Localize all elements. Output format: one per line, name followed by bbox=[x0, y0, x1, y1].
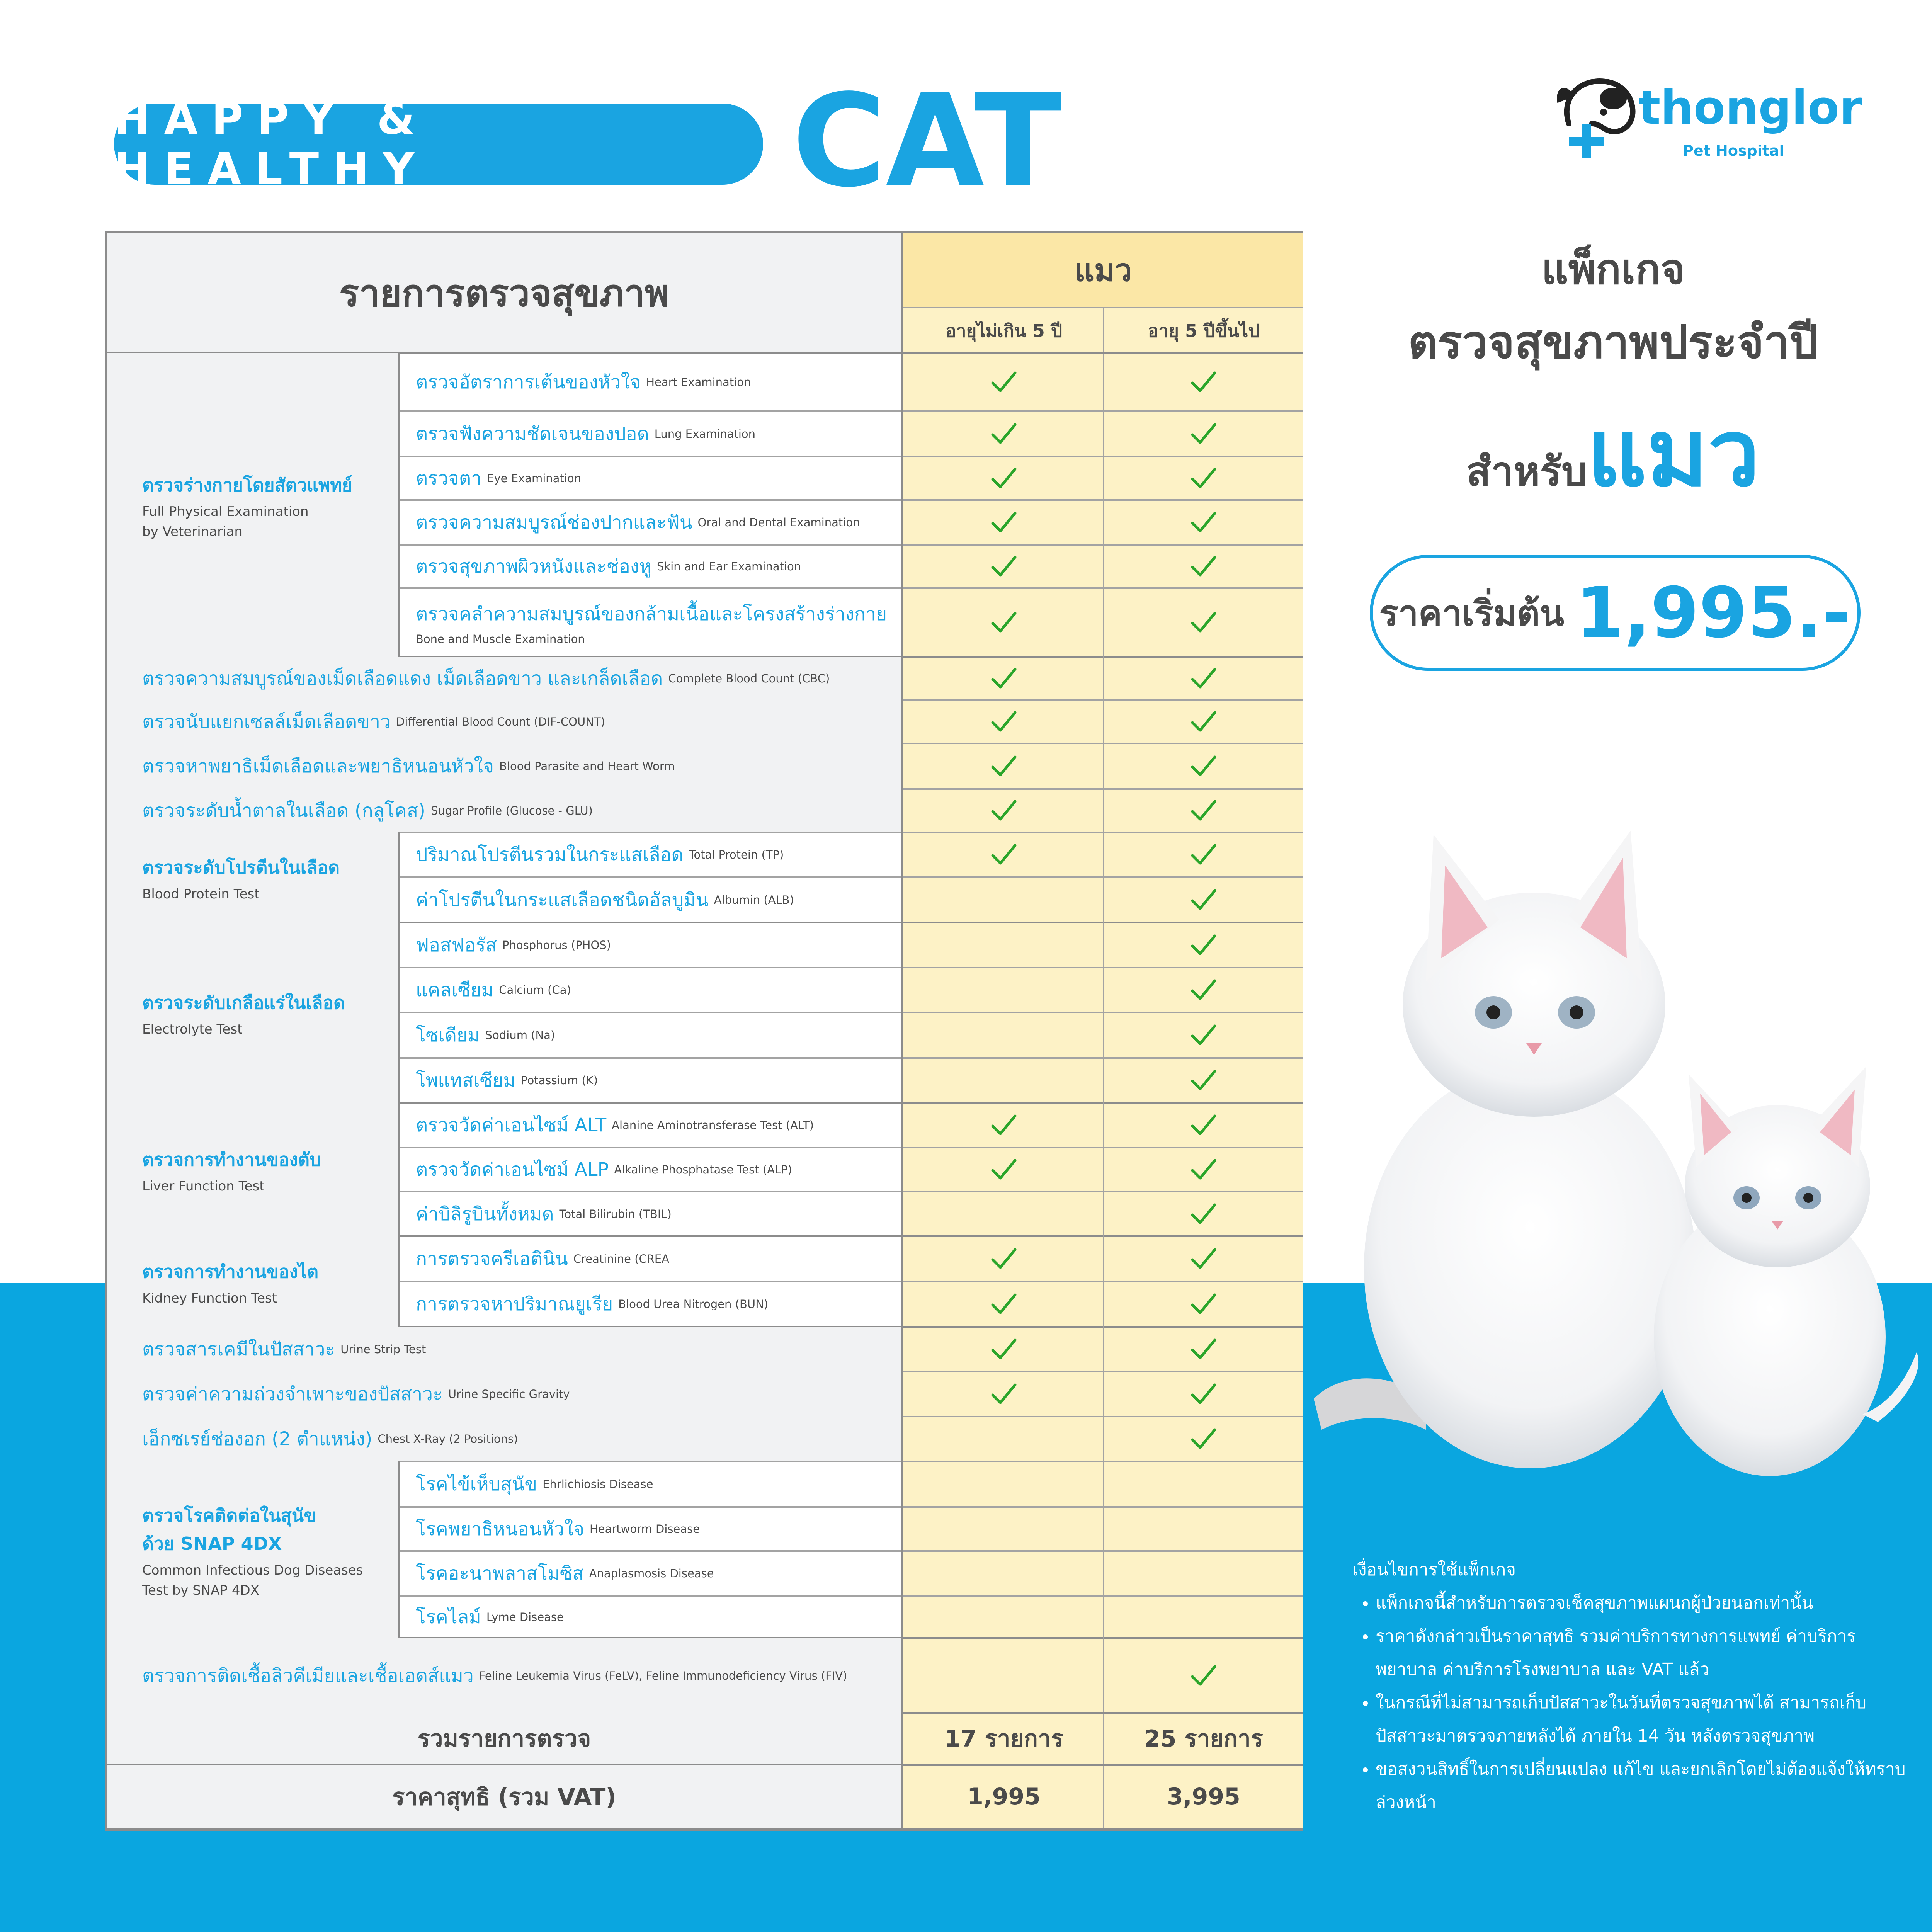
checkmark-icon bbox=[1190, 978, 1217, 1002]
test-row-label bbox=[400, 1192, 901, 1236]
checkmark-icon bbox=[990, 843, 1017, 866]
checkmark-icon bbox=[990, 1247, 1017, 1270]
package-for-cat bbox=[1352, 379, 1874, 526]
test-name-thai: โรคพยาธิหนอนหัวใจ bbox=[416, 1518, 584, 1540]
header-divider bbox=[903, 307, 1303, 308]
checkmark-icon bbox=[1190, 467, 1217, 490]
group-name-thai: ตรวจการทำงานของตับ bbox=[142, 1149, 321, 1170]
test-row-label bbox=[400, 832, 901, 877]
test-name-thai: การตรวจครีเอตินิน bbox=[416, 1248, 568, 1270]
test-row-label bbox=[400, 1461, 901, 1507]
group-name-english: by Veterinarian bbox=[142, 524, 243, 539]
group-physical-text bbox=[142, 471, 352, 539]
checkmark-icon bbox=[1190, 1338, 1217, 1361]
test-row-label bbox=[107, 789, 901, 832]
test-name-english: Potassium (K) bbox=[521, 1074, 598, 1087]
checkmark-icon bbox=[990, 755, 1017, 778]
test-row-label bbox=[400, 1058, 901, 1103]
test-row-label bbox=[400, 500, 901, 545]
group-physical bbox=[107, 353, 398, 657]
group-name-thai: ตรวจโรคติดต่อในสุนัข bbox=[142, 1505, 316, 1526]
test-name-english: Ehrlichiosis Disease bbox=[543, 1478, 653, 1491]
group-snap-text bbox=[142, 1502, 363, 1598]
test-name-english: Heartworm Disease bbox=[589, 1522, 700, 1536]
group-liver-text bbox=[142, 1146, 321, 1194]
group-name-english: Liver Function Test bbox=[142, 1178, 265, 1194]
column-header-under-5: อายุไม่เกิน 5 ปี bbox=[945, 320, 1063, 341]
test-name-english: Oral and Dental Examination bbox=[697, 516, 860, 529]
group-name-thai: ตรวจระดับโปรตีนในเลือด bbox=[142, 857, 340, 878]
checkmark-icon bbox=[1190, 667, 1217, 690]
test-row-label bbox=[400, 923, 901, 968]
checkmark-icon bbox=[1190, 1247, 1217, 1270]
test-name-thai: เอ็กซเรย์ช่องอก (2 ตำแหน่ง) bbox=[142, 1428, 372, 1450]
table-title: รายการตรวจสุขภาพ bbox=[107, 233, 901, 353]
logo bbox=[1546, 66, 1866, 166]
checkmark-icon bbox=[1190, 1069, 1217, 1092]
group-liver bbox=[107, 1103, 398, 1236]
checkmark-icon bbox=[990, 1338, 1017, 1361]
checkmark-icon bbox=[990, 799, 1017, 822]
checkmark-icon bbox=[1190, 710, 1217, 733]
checkmark-icon bbox=[990, 611, 1017, 634]
checkmark-icon bbox=[1190, 888, 1217, 912]
group-electrolyte bbox=[107, 923, 398, 1103]
starting-price-label: ราคาเริ่มต้น bbox=[1379, 592, 1564, 634]
price-label: ราคาสุทธิ (รวม VAT) bbox=[107, 1765, 901, 1828]
checkmark-icon bbox=[1190, 1427, 1217, 1451]
test-name-thai: ตรวจความสมบูรณ์ช่องปากและฟัน bbox=[416, 512, 692, 533]
test-row-label bbox=[107, 700, 901, 743]
test-name-thai: โรคอะนาพลาสโมซิส bbox=[416, 1563, 584, 1584]
group-name-english: Test by SNAP 4DX bbox=[142, 1583, 259, 1598]
checkmark-icon bbox=[1190, 1202, 1217, 1226]
test-name-thai: ตรวจอัตราการเต้นของหัวใจ bbox=[416, 371, 641, 393]
test-name-english: Blood Urea Nitrogen (BUN) bbox=[618, 1298, 769, 1311]
column-divider bbox=[901, 233, 903, 1828]
test-name-thai: ปริมาณโปรตีนรวมในกระแสเลือด bbox=[416, 844, 684, 866]
test-row-label bbox=[400, 1281, 901, 1327]
test-name-thai: ตรวจหาพยาธิเม็ดเลือดและพยาธิหนอนหัวใจ bbox=[142, 755, 494, 777]
test-name-english: Skin and Ear Examination bbox=[656, 560, 801, 573]
conditions-title: เงื่อนไขการใช้แพ็กเกจ bbox=[1352, 1560, 1516, 1580]
test-name-english: Albumin (ALB) bbox=[714, 893, 794, 906]
group-name-english: Electrolyte Test bbox=[142, 1021, 243, 1037]
test-row-label bbox=[400, 877, 901, 923]
group-name-thai: ตรวจระดับเกลือแร่ในเลือด bbox=[142, 992, 345, 1013]
test-name-english: Urine Strip Test bbox=[340, 1343, 426, 1356]
test-row-label bbox=[400, 1596, 901, 1638]
test-name-english: Feline Leukemia Virus (FeLV), Feline Immunodeficiency Virus (FIV) bbox=[479, 1669, 847, 1682]
group-name-thai: ตรวจร่างกายโดยสัตวแพทย์ bbox=[142, 474, 352, 495]
test-row-label bbox=[400, 1551, 901, 1596]
test-name-english: Lyme Disease bbox=[486, 1611, 564, 1624]
group-snap bbox=[107, 1461, 398, 1638]
test-name-english: Alanine Aminotransferase Test (ALT) bbox=[612, 1119, 814, 1132]
checkmark-icon bbox=[990, 1114, 1017, 1137]
test-name-english: Total Protein (TP) bbox=[689, 848, 784, 861]
checkmark-icon bbox=[990, 667, 1017, 690]
package-subtitle: ตรวจสุขภาพประจำปี bbox=[1408, 315, 1818, 369]
test-row-label bbox=[400, 1012, 901, 1058]
group-protein bbox=[107, 832, 398, 923]
test-name-english: Lung Examination bbox=[654, 427, 756, 440]
group-kidney bbox=[107, 1236, 398, 1327]
group-name-thai: ด้วย SNAP 4DX bbox=[142, 1533, 282, 1554]
test-row-label bbox=[400, 968, 901, 1012]
condition-item: • ในกรณีที่ไม่สามารถเก็บปัสสาวะในวันที่ตรวจสุขภาพได้ สามารถเก็บปัสสาวะมาตรวจภายหลังได้ ภายใน 14 วัน หลังตรวจสุขภาพ bbox=[1376, 1686, 1917, 1753]
checkmark-icon bbox=[1190, 1114, 1217, 1137]
checkmark-icon bbox=[1190, 611, 1217, 634]
checkmark-icon bbox=[1190, 1024, 1217, 1047]
test-name-thai: ฟอสฟอรัส bbox=[416, 934, 497, 956]
checkup-table bbox=[105, 231, 1303, 1831]
test-row-label bbox=[107, 657, 901, 700]
checkmark-icon bbox=[1190, 1383, 1217, 1406]
test-name-thai: ตรวจสุขภาพผิวหนังและช่องหู bbox=[416, 556, 651, 577]
checkmark-icon bbox=[1190, 422, 1217, 446]
group-name-english: Common Infectious Dog Diseases bbox=[142, 1563, 363, 1578]
test-row-label bbox=[400, 1236, 901, 1281]
test-row-label bbox=[107, 1417, 901, 1461]
group-name-english: Full Physical Examination bbox=[142, 503, 309, 519]
test-name-thai: ค่าโปรตีนในกระแสเลือดชนิดอัลบูมิน bbox=[416, 889, 709, 911]
checkmark-icon bbox=[990, 1158, 1017, 1181]
test-name-english: Anaplasmosis Disease bbox=[589, 1567, 714, 1580]
test-name-english: Bone and Muscle Examination bbox=[416, 633, 585, 646]
test-name-english: Eye Examination bbox=[487, 472, 581, 485]
dog-cat-logo-icon bbox=[1546, 66, 1646, 166]
conditions-list bbox=[1352, 1587, 1917, 1819]
test-name-thai: ตรวจความสมบูรณ์ของเม็ดเลือดแดง เม็ดเลือดขาว และเกล็ดเลือด bbox=[142, 668, 663, 689]
test-row-label bbox=[107, 743, 901, 789]
total-over-5: 25 รายการ bbox=[1144, 1725, 1263, 1752]
test-name-thai: ตรวจการติดเชื้อลิวคีเมียและเชื้อเอดส์แมว bbox=[142, 1665, 474, 1687]
test-name-thai: โซเดียม bbox=[416, 1024, 480, 1046]
test-row-label bbox=[400, 353, 901, 411]
total-under-5: 17 รายการ bbox=[944, 1725, 1063, 1752]
logo-name: thonglor bbox=[1638, 81, 1862, 135]
checkmark-icon bbox=[1190, 799, 1217, 822]
test-name-english: Alkaline Phosphatase Test (ALP) bbox=[614, 1163, 792, 1176]
test-name-thai: โพแทสเซียม bbox=[416, 1070, 516, 1091]
group-name-english: Blood Protein Test bbox=[142, 886, 260, 902]
column-divider bbox=[1103, 307, 1104, 1828]
checkmark-icon bbox=[990, 710, 1017, 733]
test-name-thai: ค่าบิลิรูบินทั้งหมด bbox=[416, 1203, 554, 1225]
checkmark-icon bbox=[1190, 1158, 1217, 1181]
test-name-thai: ตรวจตา bbox=[416, 468, 482, 489]
group-name-english: Kidney Function Test bbox=[142, 1290, 277, 1306]
group-name-thai: ตรวจการทำงานของไต bbox=[142, 1261, 319, 1282]
test-row-label bbox=[107, 1327, 901, 1372]
test-name-english: Calcium (Ca) bbox=[499, 983, 571, 997]
group-protein-text bbox=[142, 854, 340, 902]
test-name-thai: ตรวจวัดค่าเอนไซม์ ALP bbox=[416, 1159, 609, 1180]
test-name-english: Creatinine (CREA bbox=[573, 1252, 670, 1265]
checkmark-icon bbox=[1190, 371, 1217, 394]
test-row-label bbox=[400, 545, 901, 588]
test-row-label bbox=[107, 1372, 901, 1417]
total-label: รวมรายการตรวจ bbox=[107, 1713, 901, 1764]
checkmark-icon bbox=[990, 467, 1017, 490]
test-row-label bbox=[400, 411, 901, 457]
checkmark-icon bbox=[1190, 555, 1217, 578]
test-name-english: Sugar Profile (Glucose - GLU) bbox=[430, 804, 593, 817]
test-name-thai: ตรวจระดับน้ำตาลในเลือด (กลูโคส) bbox=[142, 800, 425, 821]
checkmark-icon bbox=[1190, 755, 1217, 778]
test-name-english: Heart Examination bbox=[646, 376, 751, 389]
checkmark-icon bbox=[990, 1383, 1017, 1406]
condition-item: • ราคาดังกล่าวเป็นราคาสุทธิ รวมค่าบริการทางการแพทย์ ค่าบริการพยาบาล ค่าบริการโรงพยาบาล และ VAT แล้ว bbox=[1376, 1620, 1917, 1686]
header-pill-text: HAPPY & HEALTHY bbox=[114, 94, 429, 194]
package-label: แพ็กเกจ bbox=[1541, 245, 1685, 294]
test-name-english: Blood Parasite and Heart Worm bbox=[499, 760, 675, 773]
checkmark-icon bbox=[1190, 1664, 1217, 1687]
test-row-label bbox=[400, 1148, 901, 1192]
checkmark-icon bbox=[1190, 1293, 1217, 1316]
test-name-thai: ตรวจวัดค่าเอนไซม์ ALT bbox=[416, 1114, 607, 1136]
for-label: สำหรับ bbox=[1466, 448, 1587, 495]
white-cats-image bbox=[1298, 811, 1932, 1476]
starting-price-value: 1,995.- bbox=[1575, 572, 1851, 653]
checkmark-icon bbox=[1190, 511, 1217, 534]
condition-item: • แพ็กเกจนี้สำหรับการตรวจเช็คสุขภาพแผนกผู้ป่วยนอกเท่านั้น bbox=[1376, 1587, 1917, 1620]
test-name-thai: ตรวจคลำความสมบูรณ์ของกล้ามเนื้อและโครงสร้างร่างกาย bbox=[416, 603, 887, 625]
test-name-thai: ตรวจฟังความชัดเจนของปอด bbox=[416, 423, 649, 445]
test-name-thai: ตรวจค่าความถ่วงจำเพาะของปัสสาวะ bbox=[142, 1383, 443, 1405]
test-name-english: Phosphorus (PHOS) bbox=[502, 939, 611, 952]
column-header-over-5: อายุ 5 ปีขึ้นไป bbox=[1148, 320, 1260, 341]
checkmark-icon bbox=[990, 511, 1017, 534]
test-name-thai: โรคไข้เห็บสุนัข bbox=[416, 1473, 537, 1495]
starting-price-pill bbox=[1370, 555, 1861, 671]
checkmark-icon bbox=[990, 371, 1017, 394]
test-name-english: Sodium (Na) bbox=[485, 1029, 555, 1042]
test-row-label bbox=[400, 1103, 901, 1148]
test-name-english: Differential Blood Count (DIF-COUNT) bbox=[396, 715, 605, 728]
group-electrolyte-text bbox=[142, 989, 345, 1037]
logo-subtitle: Pet Hospital bbox=[1683, 142, 1784, 159]
checkmark-icon bbox=[990, 555, 1017, 578]
header-pill bbox=[114, 94, 763, 194]
test-name-thai: โรคไลม์ bbox=[416, 1606, 481, 1628]
checkmark-icon bbox=[1190, 843, 1217, 866]
condition-item: • ขอสงวนสิทธิ์ในการเปลี่ยนแปลง แก้ไข และยกเลิกโดยไม่ต้องแจ้งให้ทราบล่วงหน้า bbox=[1376, 1753, 1917, 1819]
price-over-5: 3,995 bbox=[1167, 1783, 1240, 1810]
checkmark-icon bbox=[1190, 934, 1217, 957]
header-title: CAT bbox=[792, 67, 1062, 215]
conditions-section bbox=[1352, 1553, 1917, 1819]
checkmark-icon bbox=[990, 1293, 1017, 1316]
species-header: แมว bbox=[903, 233, 1303, 307]
group-kidney-text bbox=[142, 1258, 318, 1306]
test-name-thai: ตรวจนับแยกเซลล์เม็ดเลือดขาว bbox=[142, 711, 391, 733]
test-name-english: Chest X-Ray (2 Positions) bbox=[378, 1432, 518, 1446]
test-name-thai: การตรวจหาปริมาณยูเรีย bbox=[416, 1293, 613, 1315]
checkmark-icon bbox=[990, 422, 1017, 446]
test-name-thai: ตรวจสารเคมีในปัสสาวะ bbox=[142, 1338, 335, 1360]
test-name-english: Complete Blood Count (CBC) bbox=[668, 672, 830, 685]
price-under-5: 1,995 bbox=[967, 1783, 1041, 1810]
test-name-english: Urine Specific Gravity bbox=[448, 1388, 570, 1401]
test-row-label bbox=[400, 457, 901, 500]
test-name-english: Total Bilirubin (TBIL) bbox=[559, 1208, 672, 1221]
test-row-label bbox=[400, 1507, 901, 1551]
test-row-label bbox=[107, 1638, 901, 1713]
test-row-label bbox=[400, 588, 901, 657]
test-name-thai: แคลเซียม bbox=[416, 979, 494, 1001]
cat-word: แมว bbox=[1587, 399, 1760, 507]
